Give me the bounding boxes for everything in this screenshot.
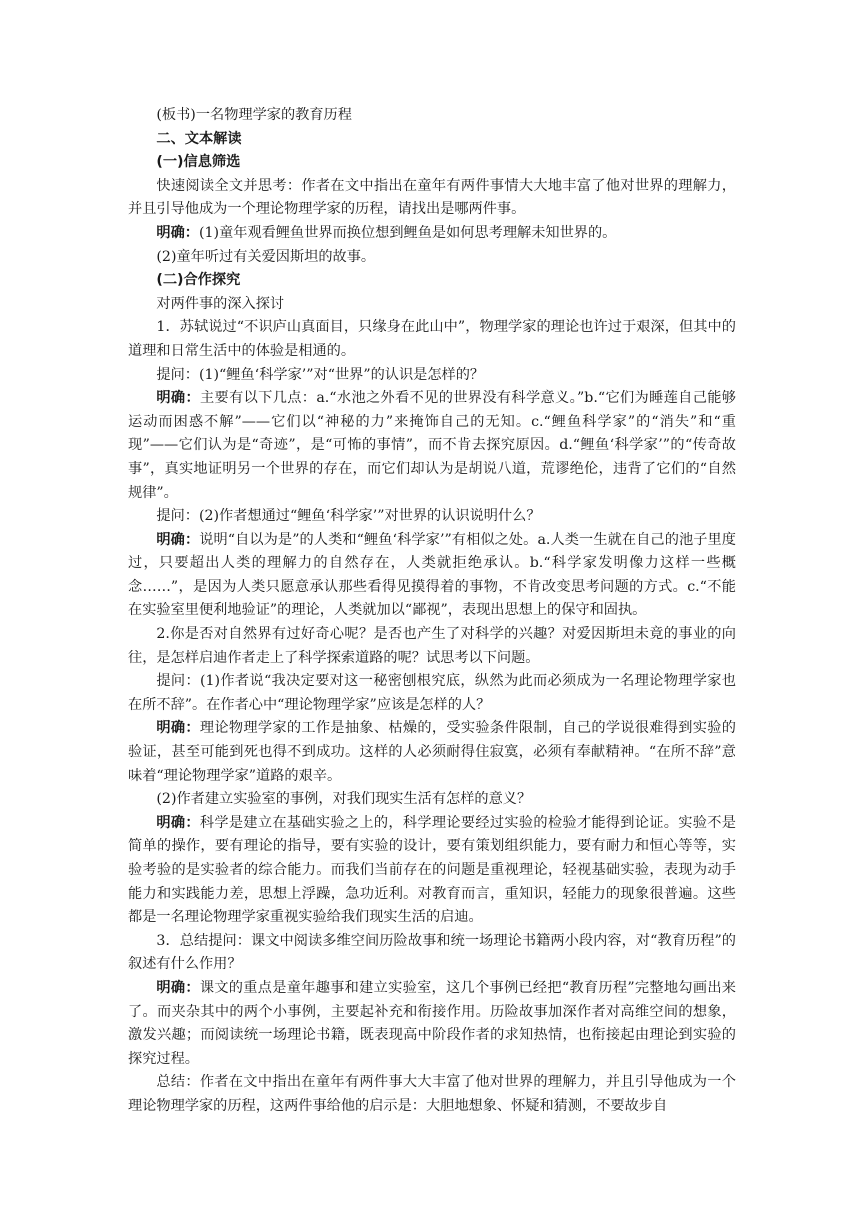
paragraph: 3．总结提问：课文中阅读多维空间历险故事和统一场理论书籍两小段内容，对“教育历程”的叙述有什么作用？ <box>128 932 736 973</box>
answer-paragraph <box>128 222 736 246</box>
summary-paragraph: 总结：作者在文中指出在童年有两件事大大丰富了他对世界的理解力，并且引导他成为一个理论物理学家的历程，这两件事给他的启示是：大胆地想象、怀疑和猜测，不要故步自 <box>128 1074 736 1114</box>
question-paragraph: 提问：(1)“鲤鱼‘科学家’”对“世界”的认识是怎样的？ <box>156 366 485 383</box>
paragraph: 2.你是否对自然界有过好奇心呢？是否也产生了对科学的兴趣？对爱因斯坦未竟的事业的向往，是怎样启迪作者走上了科学探索道路的呢？试思考以下问题。 <box>128 626 736 666</box>
paragraph: 1．苏轼说过“不识庐山真面目，只缘身在此山中”，物理学家的理论也许过于艰深，但其中的道理和日常生活中的体验是相通的。 <box>128 319 736 359</box>
subsection-heading-coop: (二)合作探究 <box>156 272 241 289</box>
paragraph: (2)童年听过有关爱因斯坦的故事。 <box>156 248 376 265</box>
banshu-line: (板书)一名物理学家的教育历程 <box>156 107 352 123</box>
answer-text: 课文的重点是童年趣事和建立实验室，这几个事例已经把“教育历程”完整地勾画出来了。而夹杂其中的两个小事例，主要起补充和衔接作用。历险故事加深作者对高维空间的想象，激发兴趣；而阅读统一场理论书籍，既表现高中阶段作者的求知热情，也衔接起由理论到实验的探究过程。 <box>128 979 736 1067</box>
answer-text: 主要有以下几点：a.“水池之外看不见的世界没有科学意义。”b.“它们为睡莲自己能够运动而困惑不解”——它们以“神秘的力”来掩饰自己的无知。c.“鲤鱼科学家”的“消失”和“重现”——它们认为是“奇迹”，是“可怖的事情”，而不肯去探究原因。d.“鲤鱼‘科学家’”的“传奇故事”，真实地证明另一个世界的存在，而它们却认为是胡说八道，荒谬绝伦，违背了它们的“自然规律”。 <box>128 390 736 501</box>
answer-label: 明确： <box>156 390 201 407</box>
answer-text: (1)童年观看鲤鱼世界而换位想到鲤鱼是如何思考理解未知世界的。 <box>198 224 617 241</box>
section-heading: 二、文本解读 <box>156 130 242 147</box>
subsection-heading-info: (一)信息筛选 <box>156 154 241 171</box>
answer-paragraph <box>128 977 736 1071</box>
answer-label: 明确： <box>156 814 200 831</box>
answer-paragraph <box>128 529 736 623</box>
answer-label: 明确： <box>156 720 200 737</box>
answer-label: 明确： <box>156 979 200 996</box>
paragraph: 快速阅读全文并思考：作者在文中指出在童年有两件事情大大地丰富了他对世界的理解力，并且引导他成为一个理论物理学家的历程，请找出是哪两件事。 <box>128 177 736 218</box>
paragraph: 对两件事的深入探讨 <box>156 295 285 312</box>
answer-label: 明确： <box>156 224 199 241</box>
answer-paragraph <box>128 717 736 788</box>
answer-label: 明确： <box>156 531 200 548</box>
question-paragraph: 提问：(1)作者说“我决定要对这一秘密刨根究底，纵然为此而必须成为一名理论物理学家也在所不辞”。在作者心中“理论物理学家”应该是怎样的人？ <box>128 673 736 713</box>
document-page <box>128 104 736 1119</box>
answer-text: 理论物理学家的工作是抽象、枯燥的，受实验条件限制，自己的学说很难得到实验的验证，甚至可能到死也得不到成功。这样的人必须耐得住寂寞，必须有奉献精神。“在所不辞”意味着“理论物理学家”道路的艰辛。 <box>128 720 736 784</box>
question-paragraph: 提问：(2)作者想通过“鲤鱼‘科学家’”对世界的认识说明什么？ <box>156 508 541 525</box>
answer-paragraph <box>128 812 736 930</box>
answer-text: 说明“自以为是”的人类和“鲤鱼‘科学家’”有相似之处。a.人类一生就在自己的池子里度过，只要超出人类的理解力的自然存在，人类就拒绝承认。b.“科学家发明像力这样一些概念……”，是因为人类只愿意承认那些看得见摸得着的事物，不肯改变思考问题的方式。c.“不能在实验室里便利地验证”的理论，人类就加以“鄙视”，表现出思想上的保守和固执。 <box>128 531 736 619</box>
question-paragraph: (2)作者建立实验室的事例，对我们现实生活有怎样的意义？ <box>156 791 532 808</box>
answer-paragraph <box>128 387 736 505</box>
answer-text: 科学是建立在基础实验之上的，科学理论要经过实验的检验才能得到论证。实验不是简单的操作，要有理论的指导，要有实验的设计，要有策划组织能力，要有耐力和恒心等等，实验考验的是实验者的综合能力。而我们当前存在的问题是重视理论，轻视基础实验，表现为动手能力和实践能力差，思想上浮躁，急功近利。对教育而言，重知识，轻能力的现象很普遍。这些都是一名理论物理学家重视实验给我们现实生活的启迪。 <box>128 814 736 926</box>
